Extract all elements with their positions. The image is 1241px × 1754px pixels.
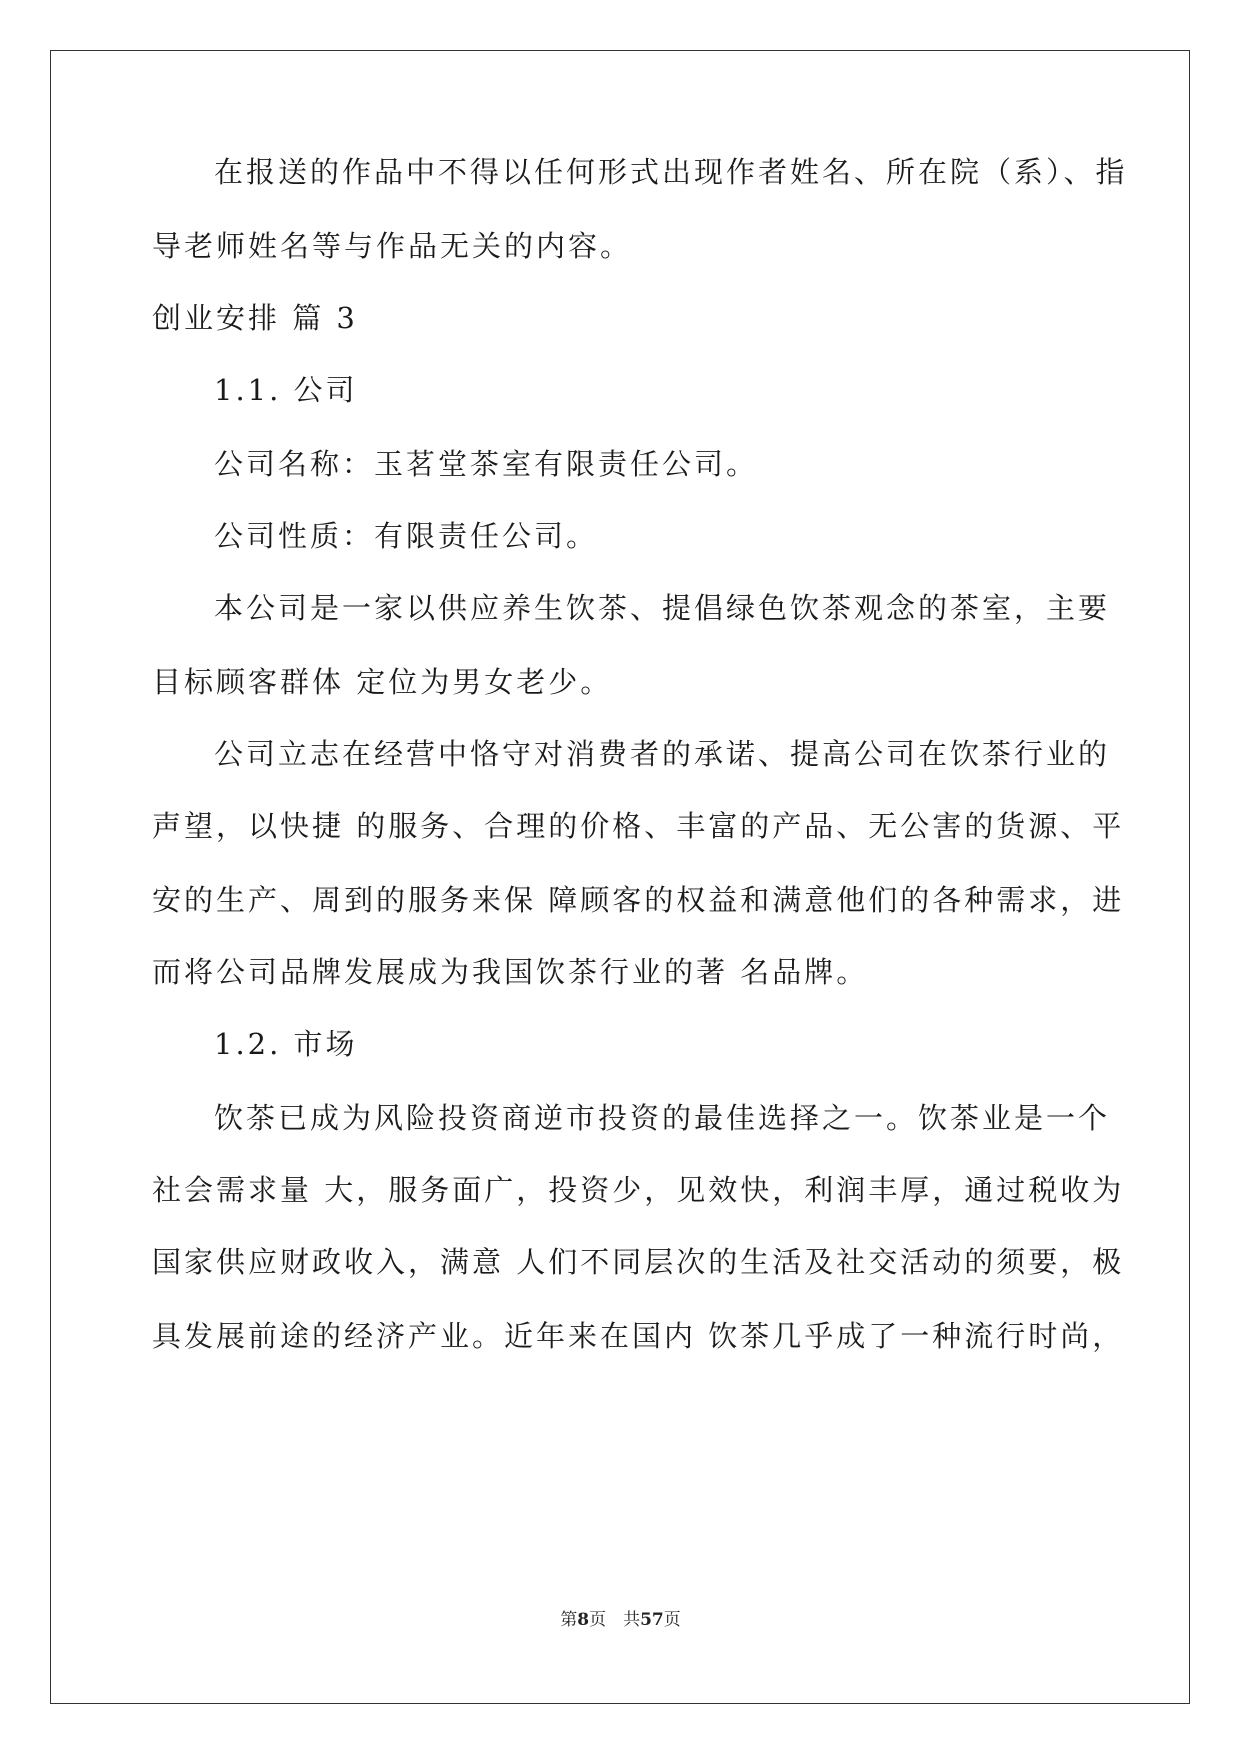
subsection-heading: 1.1. 公司 [214,373,358,407]
total-page-count: 57 [640,1610,664,1630]
text-line: 具发展前途的经济产业。近年来在国内 饮茶几乎成了一种流行时尚， [152,1319,1125,1353]
text-line: 目标顾客群体 定位为男女老少。 [152,665,613,699]
section-heading: 创业安排 篇 3 [152,301,358,335]
text-line: 本公司是一家以供应养生饮茶、提倡绿色饮茶观念的茶室，主要 [214,591,1111,625]
text-line: 安的生产、周到的服务来保 障顾客的权益和满意他们的各种需求，进 [152,883,1125,917]
text-line: 饮茶已成为风险投资商逆市投资的最佳选择之一。饮茶业是一个 [214,1101,1111,1135]
current-page-number: 8 [577,1610,590,1630]
footer-prefix: 第 [560,1610,578,1630]
text-line: 国家供应财政收入，满意 人们不同层次的生活及社交活动的须要，极 [152,1245,1125,1279]
text-line: 公司立志在经营中恪守对消费者的承诺、提高公司在饮茶行业的 [214,737,1111,771]
subsection-heading: 1.2. 市场 [214,1027,358,1061]
text-line: 社会需求量 大，服务面广，投资少，见效快，利润丰厚，通过税收为 [152,1173,1125,1207]
text-line: 在报送的作品中不得以任何形式出现作者姓名、所在院（系）、指 [214,155,1128,189]
text-line: 公司名称：玉茗堂茶室有限责任公司。 [214,447,759,481]
text-line: 公司性质：有限责任公司。 [214,519,599,553]
text-line: 导老师姓名等与作品无关的内容。 [152,229,633,263]
text-line: 声望，以快捷 的服务、合理的价格、丰富的产品、无公害的货源、平 [152,809,1125,843]
footer-suffix: 页 [663,1610,681,1630]
text-line: 而将公司品牌发展成为我国饮茶行业的著 名品牌。 [152,955,869,989]
footer-middle: 页 共 [589,1610,641,1630]
page-footer [0,1608,1241,1632]
